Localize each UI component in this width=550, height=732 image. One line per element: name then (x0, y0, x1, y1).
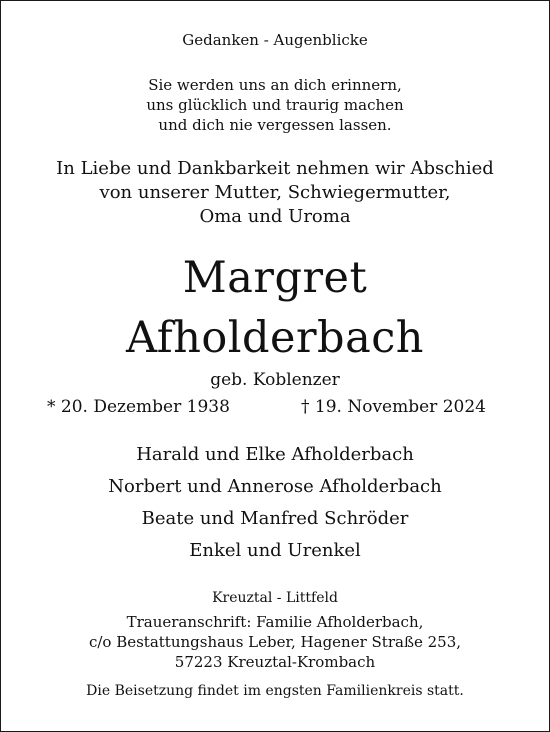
poem-line: Sie werden uns an dich erinnern, (148, 76, 402, 94)
funeral-note: Die Beisetzung findet im engsten Familienkreis statt. (86, 683, 464, 699)
birth-name: geb. Koblenzer (210, 370, 340, 390)
address-line: 57223 Kreuztal-Krombach (174, 653, 376, 671)
mourner-line: Beate und Manfred Schröder (141, 508, 409, 529)
birth-date: * 20. Dezember 1938 (47, 397, 230, 417)
address-line: Traueranschrift: Familie Afholderbach, (126, 613, 424, 631)
poem-line: uns glücklich und traurig machen (146, 96, 404, 114)
last-name: Afholderbach (125, 313, 424, 363)
header-text: Gedanken - Augenblicke (182, 31, 368, 49)
intro-line: Oma und Uroma (199, 206, 351, 227)
poem-line: und dich nie vergessen lassen. (158, 116, 392, 134)
first-name: Margret (182, 253, 368, 303)
address-line: c/o Bestattungshaus Leber, Hagener Straße 253, (88, 633, 462, 651)
mourner-line: Enkel und Urenkel (189, 540, 361, 561)
place-text: Kreuztal - Littfeld (212, 590, 338, 606)
mourner-line: Norbert und Annerose Afholderbach (108, 476, 442, 497)
intro-line: von unserer Mutter, Schwiegermutter, (99, 182, 451, 203)
death-date: † 19. November 2024 (301, 397, 486, 417)
intro-line: In Liebe und Dankbarkeit nehmen wir Abschied (56, 158, 494, 179)
mourner-line: Harald und Elke Afholderbach (136, 444, 414, 465)
